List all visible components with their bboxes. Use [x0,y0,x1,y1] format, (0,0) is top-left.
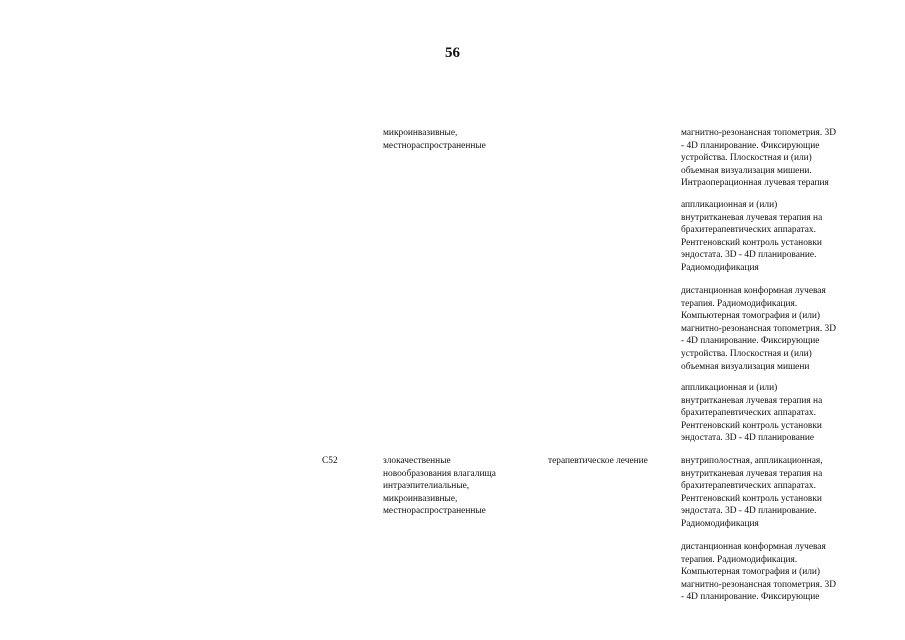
method-paragraph: дистанционная конформная лучевая терапия. Радиомодификация. Компьютерная томография и (или) магнитно-резонансная топометрия. 3D - 4D планирование. Фиксирующие [681,542,836,603]
code-cell: C52 [322,456,338,466]
method-paragraph: магнитно-резонансная топометрия. 3D - 4D планирование. Фиксирующие устройства. Плоскостная и (или) объемная визуализация мишени. Интраоперационная лучевая терапия [681,128,836,189]
method-paragraph: внутриполостная, аппликационная, внутритканевая лучевая терапия на брахитерапевтических аппаратах. Рентгеновский контроль установки эндостата. 3D - 4D планирование. Радиомодификация [681,456,823,529]
method-paragraph: аппликационная и (или) внутритканевая лучевая терапия на брахитерапевтических аппаратах. Рентгеновский контроль установки эндостата. 3D - 4D планирование [681,383,823,444]
method-paragraph: дистанционная конформная лучевая терапия. Радиомодификация. Компьютерная томография и (или) магнитно-резонансная топометрия. 3D - 4D планирование. Фиксирующие устройства. Плоскостная и (или) объемная визуализация мишени [681,286,836,372]
page-number: 56 [445,45,460,61]
method-paragraph: аппликационная и (или) внутритканевая лучевая терапия на брахитерапевтических аппаратах. Рентгеновский контроль установки эндостата. 3D - 4D планирование. Радиомодификация [681,200,823,273]
diagnosis-cell: злокачественные новообразования влагалища интраэпителиальные, микроинвазивные, местнораспространенные [383,456,496,517]
treatment-cell: терапевтическое лечение [548,456,648,466]
diagnosis-cell: микроинвазивные, местнораспространенные [383,128,486,151]
